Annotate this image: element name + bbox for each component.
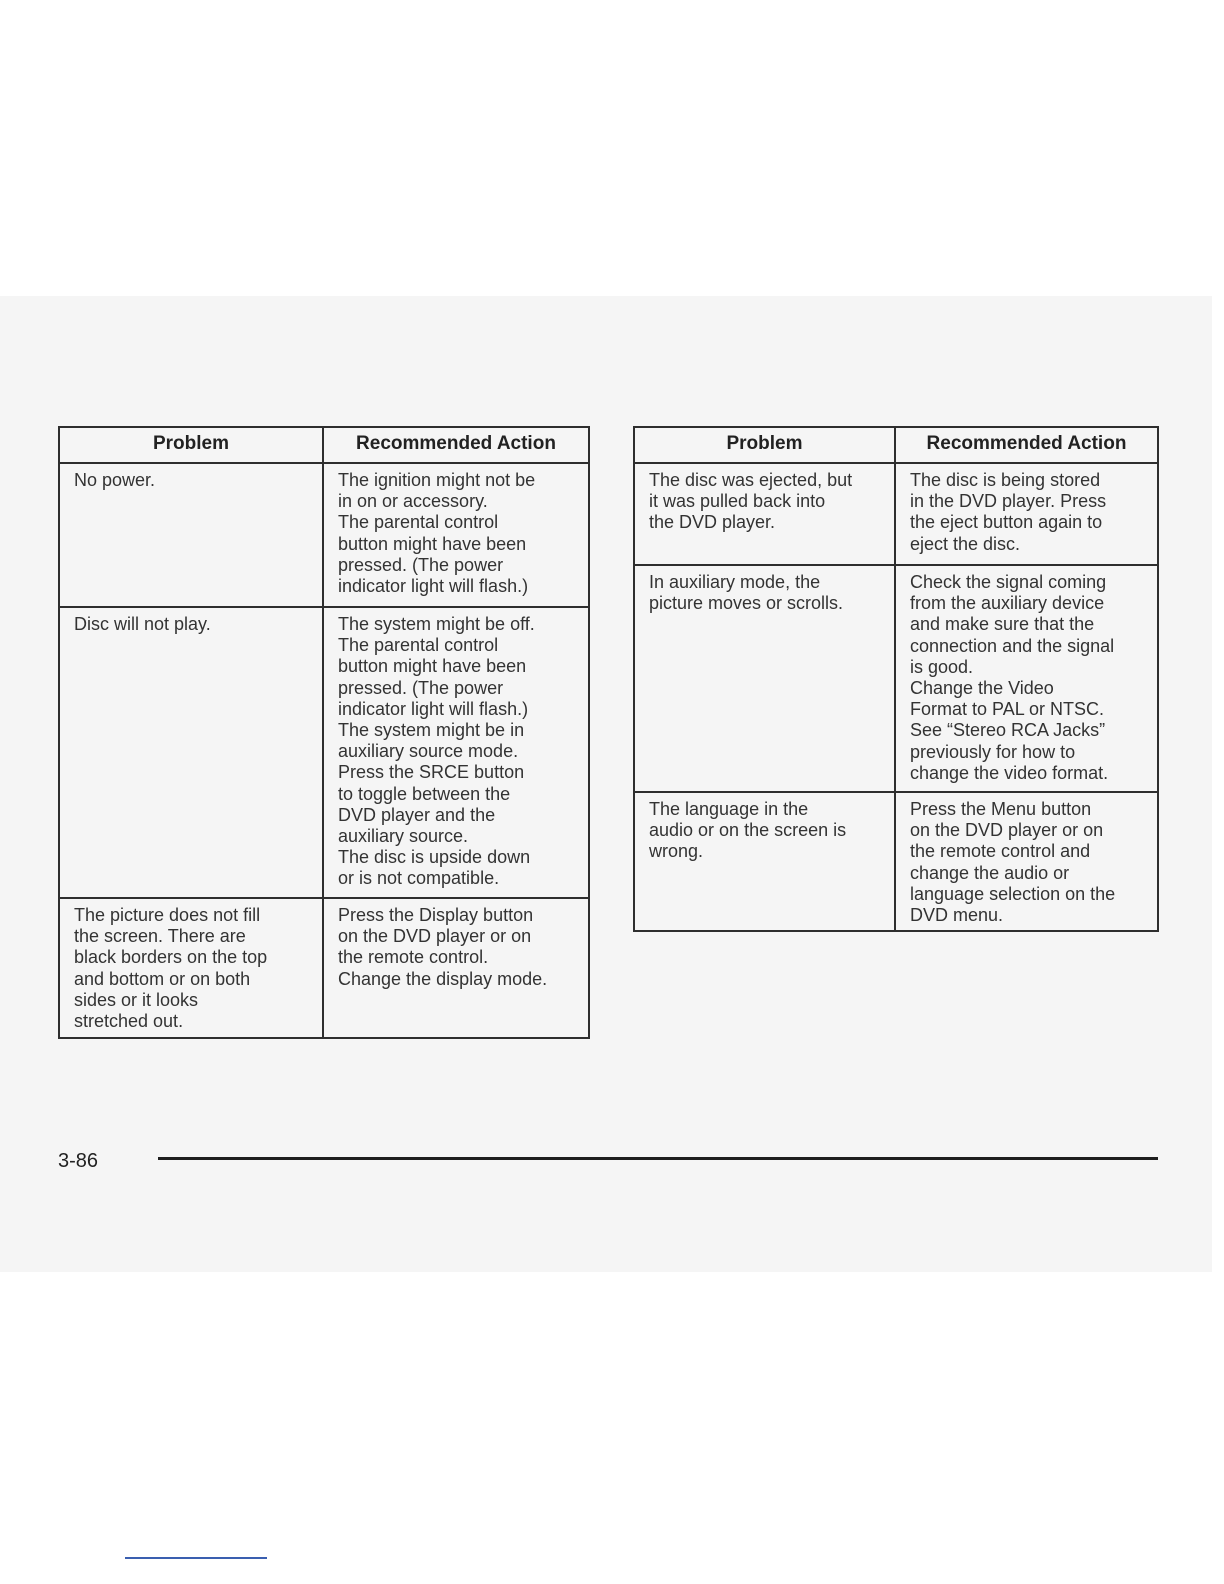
problem-column-header: Problem: [634, 427, 895, 463]
action-text: button might have been: [338, 533, 527, 554]
action-column-header: Recommended Action: [895, 427, 1158, 463]
action-text: on the DVD player or on: [910, 820, 1104, 841]
table-row: [59, 898, 589, 1038]
problem-text: and bottom or on both: [74, 968, 251, 989]
action-text: The parental control: [338, 512, 499, 533]
action-text: eject the disc.: [910, 533, 1021, 554]
problem-text: No power.: [74, 470, 156, 490]
table-row: [634, 565, 1158, 792]
action-text: The parental control: [338, 635, 499, 656]
problem-cell: [59, 607, 323, 898]
problem-cell: [634, 792, 895, 931]
action-text: previously for how to: [910, 741, 1076, 762]
action-text: Change the display mode.: [338, 968, 548, 989]
action-column-header: Recommended Action: [323, 427, 589, 463]
table-header-row: [59, 427, 589, 463]
page-number: 3-86: [58, 1150, 99, 1172]
troubleshooting-table-right: [633, 426, 1159, 932]
table-row: [59, 463, 589, 607]
table-row: [634, 463, 1158, 565]
action-text: DVD menu.: [910, 905, 1004, 926]
problem-text: it was pulled back into: [649, 491, 826, 512]
action-text: The system might be in: [338, 720, 525, 741]
action-text: The disc is upside down: [338, 847, 531, 868]
action-text: Press the SRCE button: [338, 762, 525, 783]
action-text: from the auxiliary device: [910, 593, 1105, 614]
action-text: change the video format.: [910, 762, 1109, 783]
problem-text: audio or on the screen is: [649, 820, 847, 841]
problem-text: sides or it looks: [74, 989, 199, 1010]
action-text: to toggle between the: [338, 783, 511, 804]
action-text: the eject button again to: [910, 512, 1103, 533]
action-text: the remote control.: [338, 947, 489, 968]
problem-text: stretched out.: [74, 1011, 184, 1032]
action-cell: [323, 898, 589, 1038]
action-text: Check the signal coming: [910, 572, 1107, 592]
action-cell: [895, 792, 1158, 931]
action-text: pressed. (The power: [338, 677, 504, 698]
action-text: The disc is being stored: [910, 470, 1101, 490]
problem-text: In auxiliary mode, the: [649, 572, 821, 592]
problem-text: black borders on the top: [74, 947, 268, 968]
table-header-row: [634, 427, 1158, 463]
action-text: See “Stereo RCA Jacks”: [910, 720, 1106, 741]
action-text: in on or accessory.: [338, 491, 488, 512]
action-cell: [895, 463, 1158, 565]
problem-cell: [59, 898, 323, 1038]
action-text: or is not compatible.: [338, 868, 500, 889]
problem-text: Disc will not play.: [74, 614, 211, 634]
action-cell: [895, 565, 1158, 792]
action-text: pressed. (The power: [338, 554, 504, 575]
action-text: indicator light will flash.): [338, 698, 529, 719]
action-text: connection and the signal: [910, 635, 1115, 656]
problem-text: The disc was ejected, but: [649, 470, 853, 490]
action-cell: [323, 607, 589, 898]
action-text: auxiliary source.: [338, 826, 469, 847]
action-text: Change the Video: [910, 678, 1054, 699]
action-text: Press the Menu button: [910, 799, 1092, 819]
action-text: in the DVD player. Press: [910, 491, 1107, 512]
action-text: and make sure that the: [910, 614, 1095, 635]
problem-text: picture moves or scrolls.: [649, 593, 844, 614]
problem-cell: [59, 463, 323, 607]
action-text: auxiliary source mode.: [338, 741, 519, 762]
action-text: The ignition might not be: [338, 470, 536, 490]
problem-cell: [634, 565, 895, 792]
problem-text: the DVD player.: [649, 512, 776, 533]
problem-column-header: Problem: [59, 427, 323, 463]
footer-divider: [158, 1157, 1158, 1160]
troubleshooting-table-left: [58, 426, 590, 1039]
action-text: the remote control and: [910, 841, 1091, 862]
action-text: DVD player and the: [338, 804, 496, 825]
action-text: Format to PAL or NTSC.: [910, 699, 1105, 720]
action-text: is good.: [910, 656, 974, 677]
action-cell: [323, 463, 589, 607]
action-text: indicator light will flash.): [338, 576, 529, 597]
problem-text: The picture does not fill: [74, 905, 261, 925]
table-row: [634, 792, 1158, 931]
action-text: language selection on the: [910, 883, 1116, 904]
problem-cell: [634, 463, 895, 565]
action-text: on the DVD player or on: [338, 926, 532, 947]
action-text: change the audio or: [910, 862, 1070, 883]
table-row: [59, 607, 589, 898]
action-text: Press the Display button: [338, 905, 534, 925]
problem-text: the screen. There are: [74, 926, 246, 947]
problem-text: The language in the: [649, 799, 809, 819]
problem-text: wrong.: [649, 841, 704, 862]
action-text: The system might be off.: [338, 614, 535, 634]
link-underline: [125, 1557, 267, 1559]
action-text: button might have been: [338, 656, 527, 677]
